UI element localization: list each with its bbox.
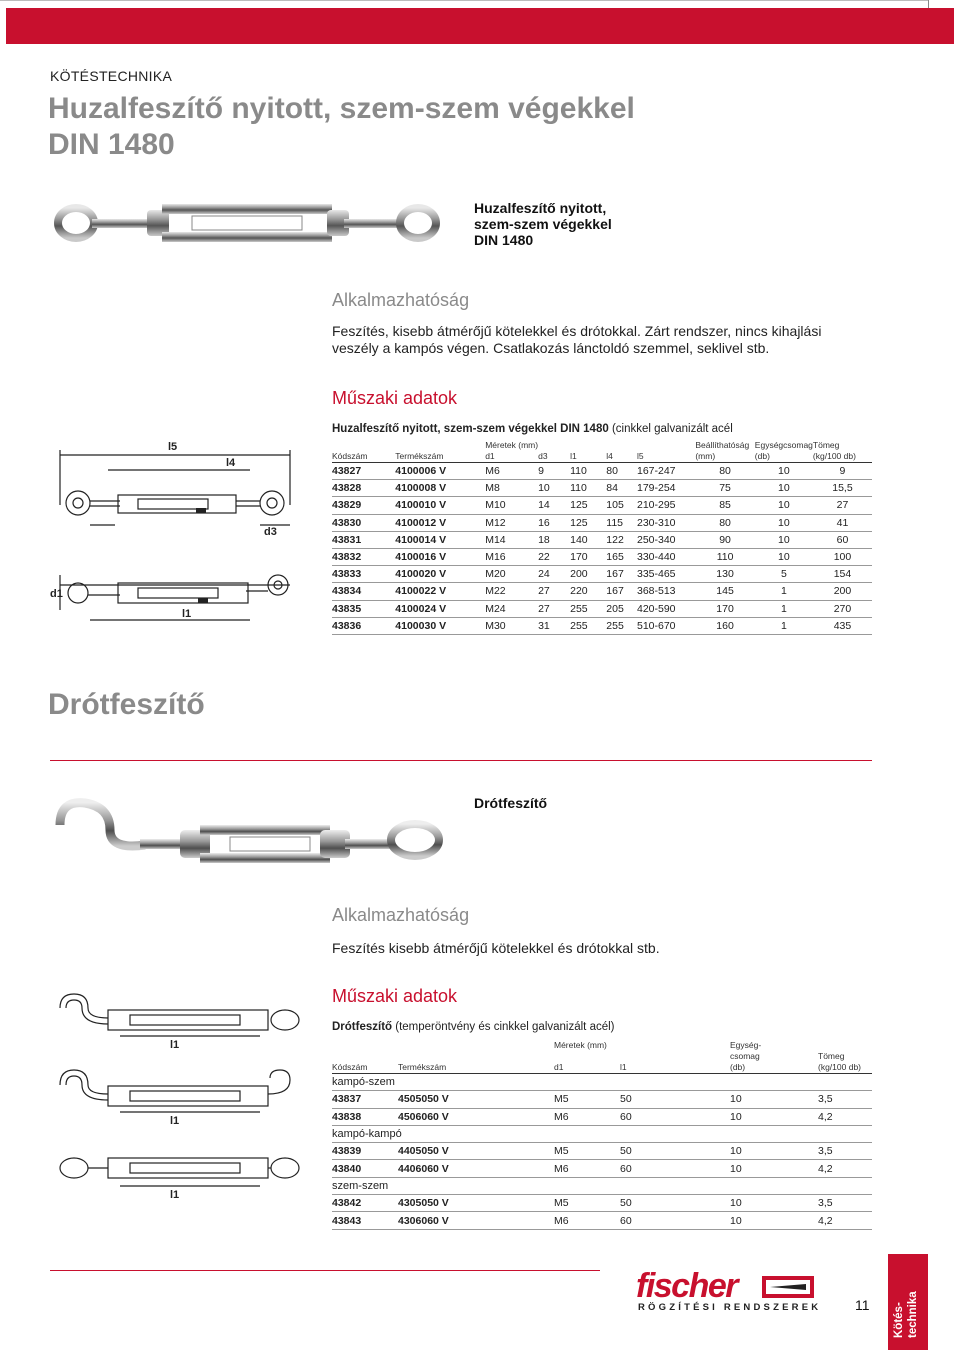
cell-d3: 27 — [538, 583, 570, 600]
page-title-line2: DIN 1480 — [48, 128, 175, 161]
table-row — [332, 497, 872, 514]
group-label: kampó-kampó — [332, 1125, 872, 1142]
cell-d3: 31 — [538, 617, 570, 634]
cell-product-no: 4505050 V — [398, 1091, 554, 1108]
cell-d1: M6 — [554, 1160, 620, 1177]
cell-pack-adj: 170 — [695, 600, 754, 617]
cell-l1: 125 — [570, 514, 606, 531]
cell-mass: 4,2 — [818, 1212, 872, 1229]
drotfeszito-photo — [50, 795, 450, 885]
section-divider — [50, 760, 872, 761]
cell-pack-adj: 145 — [695, 583, 754, 600]
cell-mass: 3,5 — [818, 1143, 872, 1160]
cell-l4: 165 — [606, 548, 637, 565]
cell-pack-adj: 110 — [695, 548, 754, 565]
cell-mass: 270 — [813, 600, 872, 617]
label-l1: l1 — [182, 608, 192, 620]
brand-wordmark: fischer — [636, 1267, 737, 1305]
cell-l4: 255 — [606, 617, 637, 634]
product-caption-line2: szem-szem végekkel — [474, 216, 612, 232]
cell-pack-adj: 80 — [695, 463, 754, 480]
cell-pack-adj: 75 — [695, 480, 754, 497]
table-title-normal: (cinkkel galvanizált acél — [608, 423, 733, 435]
cell-d1: M8 — [485, 480, 538, 497]
cell-l4: 167 — [606, 583, 637, 600]
cell-l1: 170 — [570, 548, 606, 565]
cell-l5: 179-254 — [637, 480, 695, 497]
cell-product-no: 4506060 V — [398, 1108, 554, 1125]
col2-l1: l1 — [620, 1040, 730, 1074]
cell-d1: M6 — [485, 463, 538, 480]
cell-d3: 14 — [538, 497, 570, 514]
cell-product-no: 4405050 V — [398, 1143, 554, 1160]
cell-pack: 10 — [755, 514, 813, 531]
table-row — [332, 1108, 872, 1125]
cell-l4: 105 — [606, 497, 637, 514]
cell-l5: 210-295 — [637, 497, 695, 514]
cell-mass: 4,2 — [818, 1160, 872, 1177]
cell-l1: 50 — [620, 1195, 730, 1212]
cell-code: 43834 — [332, 583, 395, 600]
mass2-unit: (kg/100 db) — [818, 1062, 861, 1072]
cell-l1: 110 — [570, 480, 606, 497]
adjust-unit: (mm) — [695, 451, 716, 461]
cell-l1: 50 — [620, 1091, 730, 1108]
cell-pack: 10 — [755, 497, 813, 514]
cell-mass: 27 — [813, 497, 872, 514]
table-row — [332, 480, 872, 497]
cell-pack: 10 — [755, 463, 813, 480]
category-label: KÖTÉSTECHNIKA — [50, 68, 173, 84]
col2-d1-label: d1 — [554, 1062, 564, 1072]
cell-l1: 140 — [570, 531, 606, 548]
col-d3: d3 — [538, 440, 570, 463]
cell-code: 43832 — [332, 548, 395, 565]
cell-l1: 50 — [620, 1143, 730, 1160]
cell-l1: 125 — [570, 497, 606, 514]
cell-pack: 1 — [755, 600, 813, 617]
table-row — [332, 531, 872, 548]
col-d1-label: d1 — [485, 451, 495, 461]
cell-mass: 41 — [813, 514, 872, 531]
crop-mark — [0, 0, 928, 1]
cell-pack: 1 — [755, 583, 813, 600]
group-row — [332, 1177, 872, 1194]
table2-header-row — [332, 1040, 872, 1074]
table-row — [332, 600, 872, 617]
cell-product-no: 4100020 V — [395, 566, 485, 583]
cell-pack: 10 — [755, 531, 813, 548]
cell-mass: 435 — [813, 617, 872, 634]
label-d1: d1 — [50, 588, 63, 600]
cell-code: 43830 — [332, 514, 395, 531]
label-l1-c: l1 — [170, 1189, 180, 1201]
cell-d1: M12 — [485, 514, 538, 531]
table-row — [332, 617, 872, 634]
cell-l1: 255 — [570, 617, 606, 634]
pack-unit: (db) — [754, 451, 770, 461]
side-tab-text — [886, 1250, 926, 1346]
table-title-2-normal: (temperöntvény és cinkkel galvanizált acél) — [392, 1021, 615, 1033]
cell-l1: 60 — [620, 1108, 730, 1125]
col-l4: l4 — [606, 440, 637, 463]
spec-table-1 — [332, 440, 872, 635]
cell-d3: 16 — [538, 514, 570, 531]
cell-mass: 154 — [813, 566, 872, 583]
cell-product-no: 4100016 V — [395, 548, 485, 565]
cell-pack: 10 — [730, 1108, 818, 1125]
cell-d1: M22 — [485, 583, 538, 600]
cell-mass: 15,5 — [813, 480, 872, 497]
cell-l5: 420-590 — [637, 600, 695, 617]
group-label: kampó-szem — [332, 1074, 872, 1091]
application-text-line1: Feszítés, kisebb átmérőjű kötelekkel és drótokkal. Zárt rendszer, nincs kihajlási — [332, 323, 822, 339]
dims2-group-label: Méretek (mm) — [554, 1040, 607, 1050]
cell-product-no: 4100024 V — [395, 600, 485, 617]
cell-product-no: 4100030 V — [395, 617, 485, 634]
side-tab-line1: Kötés- — [893, 1302, 905, 1338]
table-title-2 — [332, 1021, 615, 1033]
cell-l5: 335-465 — [637, 566, 695, 583]
label-l1-a: l1 — [170, 1039, 180, 1051]
dimension-drawing-2 — [50, 990, 310, 1210]
product-caption-line1: Huzalfeszítő nyitott, — [474, 200, 607, 216]
cell-code: 43843 — [332, 1212, 398, 1229]
cell-mass: 3,5 — [818, 1091, 872, 1108]
cell-d1: M30 — [485, 617, 538, 634]
dims-group-label: Méretek (mm) — [485, 440, 539, 450]
label-l1-b: l1 — [170, 1115, 180, 1127]
cell-pack: 1 — [755, 617, 813, 634]
side-tab-line2: technika — [907, 1291, 919, 1338]
cell-d1: M10 — [485, 497, 538, 514]
cell-d1: M24 — [485, 600, 538, 617]
cell-l5: 510-670 — [637, 617, 695, 634]
label-l5: l5 — [168, 441, 178, 453]
tech-heading-2: Műszaki adatok — [332, 986, 458, 1006]
cell-pack-adj: 90 — [695, 531, 754, 548]
cell-mass: 3,5 — [818, 1195, 872, 1212]
cell-pack-adj: 80 — [695, 514, 754, 531]
cell-product-no: 4100008 V — [395, 480, 485, 497]
cell-l1: 60 — [620, 1160, 730, 1177]
mass2-group: Tömeg — [818, 1051, 845, 1061]
table-title-bold: Huzalfeszítő nyitott, szem-szem végekkel DIN 1480 — [332, 423, 609, 435]
col2-product-no: Termékszám — [398, 1040, 554, 1074]
tech-heading: Műszaki adatok — [332, 388, 458, 408]
cell-code: 43831 — [332, 531, 395, 548]
brand-emblem-icon — [762, 1276, 814, 1298]
cell-code: 43829 — [332, 497, 395, 514]
cell-product-no: 4100012 V — [395, 514, 485, 531]
pack2-group-2: csomag — [730, 1051, 760, 1061]
cell-pack: 10 — [755, 480, 813, 497]
cell-d1: M5 — [554, 1091, 620, 1108]
cell-code: 43833 — [332, 566, 395, 583]
application-text — [332, 323, 892, 357]
col2-pack — [730, 1040, 818, 1074]
table-title — [332, 423, 733, 435]
group-row — [332, 1125, 872, 1142]
cell-mass: 4,2 — [818, 1108, 872, 1125]
cell-d3: 24 — [538, 566, 570, 583]
cell-pack: 5 — [755, 566, 813, 583]
product-caption — [474, 200, 612, 248]
cell-d1: M16 — [485, 548, 538, 565]
col2-d1 — [554, 1040, 620, 1074]
cell-pack: 10 — [730, 1195, 818, 1212]
pack2-group-1: Egység- — [730, 1040, 762, 1050]
cell-d1: M6 — [554, 1108, 620, 1125]
adjust-group-label: Beállíthatóság — [695, 440, 750, 450]
pack-group-label: Egységcsomag — [754, 440, 813, 450]
cell-d3: 9 — [538, 463, 570, 480]
cell-d3: 10 — [538, 480, 570, 497]
cell-d1: M14 — [485, 531, 538, 548]
table-header-row — [332, 440, 872, 463]
cell-pack-adj: 160 — [695, 617, 754, 634]
spec-table-2 — [332, 1040, 872, 1230]
cell-code: 43839 — [332, 1143, 398, 1160]
col-product-no: Termékszám — [395, 440, 485, 463]
cell-code: 43836 — [332, 617, 395, 634]
cell-l5: 230-310 — [637, 514, 695, 531]
cell-product-no: 4305050 V — [398, 1195, 554, 1212]
top-red-bar — [6, 8, 954, 44]
cell-d1: M20 — [485, 566, 538, 583]
mass-group-label: Tömeg — [812, 440, 840, 450]
group-row — [332, 1074, 872, 1091]
cell-code: 43837 — [332, 1091, 398, 1108]
fischer-logo — [636, 1267, 822, 1316]
table-row — [332, 566, 872, 583]
table-title-2-bold: Drótfeszítő — [332, 1021, 393, 1033]
cell-product-no: 4100010 V — [395, 497, 485, 514]
cell-pack-adj: 130 — [695, 566, 754, 583]
cell-l5: 330-440 — [637, 548, 695, 565]
col-l5: l5 — [637, 440, 695, 463]
table-row — [332, 583, 872, 600]
group-label: szem-szem — [332, 1177, 872, 1194]
turnbuckle-eye-eye-photo — [52, 190, 442, 260]
cell-l4: 167 — [606, 566, 637, 583]
cell-l1: 255 — [570, 600, 606, 617]
cell-pack: 10 — [730, 1091, 818, 1108]
cell-mass: 100 — [813, 548, 872, 565]
cell-l4: 205 — [606, 600, 637, 617]
table-row — [332, 1091, 872, 1108]
label-d3: d3 — [264, 526, 277, 538]
cell-d1: M5 — [554, 1143, 620, 1160]
col-l1: l1 — [570, 440, 606, 463]
table-row — [332, 1212, 872, 1229]
cell-product-no: 4100014 V — [395, 531, 485, 548]
cell-product-no: 4306060 V — [398, 1212, 554, 1229]
pack2-unit: (db) — [730, 1062, 746, 1072]
table-row — [332, 548, 872, 565]
section-title: Drótfeszítő — [48, 688, 205, 721]
cell-mass: 60 — [813, 531, 872, 548]
cell-pack: 10 — [730, 1143, 818, 1160]
col-adjust — [695, 440, 754, 463]
cell-code: 43838 — [332, 1108, 398, 1125]
cell-mass: 200 — [813, 583, 872, 600]
cell-l4: 80 — [606, 463, 637, 480]
dimension-drawing — [50, 435, 300, 635]
table-row — [332, 514, 872, 531]
cell-l1: 110 — [570, 463, 606, 480]
col-mass — [813, 440, 872, 463]
cell-mass: 9 — [813, 463, 872, 480]
application-text-2: Feszítés kisebb átmérőjű kötelekkel és drótokkal stb. — [332, 940, 660, 956]
col-code: Kódszám — [332, 440, 395, 463]
cell-pack: 10 — [755, 548, 813, 565]
cell-d3: 18 — [538, 531, 570, 548]
application-text-line2: veszély a kampós végen. Csatlakozás lánctoldó szemmel, seklivel stb. — [332, 340, 770, 356]
cell-d3: 22 — [538, 548, 570, 565]
cell-pack: 10 — [730, 1212, 818, 1229]
cell-code: 43828 — [332, 480, 395, 497]
cell-l1: 200 — [570, 566, 606, 583]
cell-product-no: 4100022 V — [395, 583, 485, 600]
cell-l4: 122 — [606, 531, 637, 548]
cell-code: 43827 — [332, 463, 395, 480]
application-heading-2: Alkalmazhatóság — [332, 905, 470, 925]
mass-unit: (kg/100 db) — [812, 451, 856, 461]
product-caption-2: Drótfeszítő — [474, 795, 548, 811]
application-heading: Alkalmazhatóság — [332, 290, 470, 310]
label-l4: l4 — [226, 457, 236, 469]
page-title — [48, 91, 635, 163]
footer-rule — [50, 1270, 600, 1271]
cell-l1: 220 — [570, 583, 606, 600]
cell-code: 43835 — [332, 600, 395, 617]
cell-pack: 10 — [730, 1160, 818, 1177]
cell-l4: 115 — [606, 514, 637, 531]
table-row — [332, 1143, 872, 1160]
cell-product-no: 4406060 V — [398, 1160, 554, 1177]
cell-d3: 27 — [538, 600, 570, 617]
cell-code: 43840 — [332, 1160, 398, 1177]
cell-l5: 368-513 — [637, 583, 695, 600]
col2-code: Kódszám — [332, 1040, 398, 1074]
page-number: 11 — [855, 1297, 870, 1313]
cell-product-no: 4100006 V — [395, 463, 485, 480]
cell-d1: M6 — [554, 1212, 620, 1229]
table-row — [332, 463, 872, 480]
cell-l5: 250-340 — [637, 531, 695, 548]
cell-l1: 60 — [620, 1212, 730, 1229]
cell-d1: M5 — [554, 1195, 620, 1212]
col2-mass — [818, 1040, 872, 1074]
product-caption-line3: DIN 1480 — [474, 232, 534, 248]
cell-l5: 167-247 — [637, 463, 695, 480]
table-row — [332, 1160, 872, 1177]
col-pack — [755, 440, 813, 463]
col-d1 — [485, 440, 538, 463]
brand-tagline: RÖGZÍTÉSI RENDSZEREK — [638, 1302, 822, 1313]
cell-pack-adj: 85 — [695, 497, 754, 514]
page-title-line1: Huzalfeszítő nyitott, szem-szem végekkel — [48, 92, 635, 125]
cell-code: 43842 — [332, 1195, 398, 1212]
cell-l4: 84 — [606, 480, 637, 497]
table-row — [332, 1195, 872, 1212]
